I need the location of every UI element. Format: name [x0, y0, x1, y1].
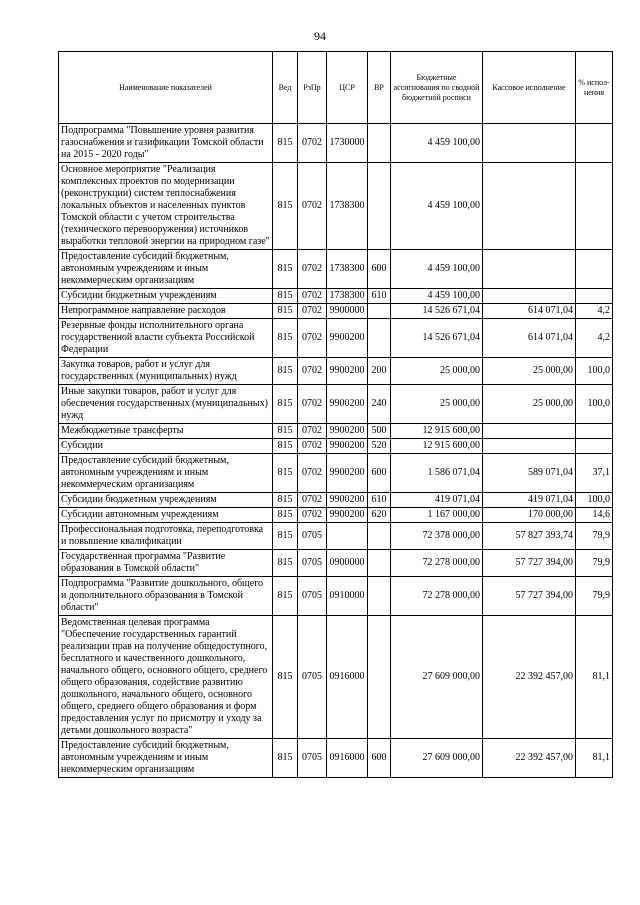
- cell-csr: 9900200: [327, 493, 368, 508]
- cell-rzpr: 0702: [298, 454, 327, 493]
- cell-ved: 815: [273, 250, 298, 289]
- cell-vr: 600: [368, 739, 391, 778]
- cell-csr: 9900200: [327, 358, 368, 385]
- cell-csr: 1738300: [327, 250, 368, 289]
- cell-vr: [368, 163, 391, 250]
- cell-name: Субсидии: [59, 439, 273, 454]
- cell-pct: 37,1: [576, 454, 613, 493]
- cell-budget: 4 459 100,00: [391, 124, 483, 163]
- cell-budget: 419 071,04: [391, 493, 483, 508]
- cell-rzpr: 0702: [298, 319, 327, 358]
- cell-name: Предоставление субсидий бюджетным, автономным учреждениям и иным некоммерческим организациям: [59, 250, 273, 289]
- cell-ved: 815: [273, 163, 298, 250]
- cell-rzpr: 0702: [298, 424, 327, 439]
- cell-name: Непрограммное направление расходов: [59, 304, 273, 319]
- cell-csr: 0916000: [327, 739, 368, 778]
- cell-pct: 81,1: [576, 739, 613, 778]
- cell-cash: 57 827 393,74: [483, 523, 576, 550]
- table-row: [59, 439, 613, 454]
- cell-csr: 9900000: [327, 304, 368, 319]
- header-vr: ВР: [368, 52, 391, 124]
- cell-ved: 815: [273, 550, 298, 577]
- cell-pct: 81,1: [576, 616, 613, 739]
- cell-vr: 240: [368, 385, 391, 424]
- cell-cash: 22 392 457,00: [483, 739, 576, 778]
- budget-table: [58, 51, 613, 778]
- cell-pct: [576, 424, 613, 439]
- cell-vr: [368, 319, 391, 358]
- cell-pct: 79,9: [576, 523, 613, 550]
- cell-vr: 610: [368, 493, 391, 508]
- cell-name: Подпрограмма "Развитие дошкольного, общего и дополнительного образования в Томской области": [59, 577, 273, 616]
- cell-pct: 100,0: [576, 358, 613, 385]
- cell-ved: 815: [273, 577, 298, 616]
- cell-csr: 1738300: [327, 289, 368, 304]
- cell-csr: 9900200: [327, 439, 368, 454]
- table-row: [59, 124, 613, 163]
- header-budget: Бюджетные ассигнования по сводной бюджетной росписи: [391, 52, 483, 124]
- table-row: [59, 493, 613, 508]
- cell-vr: 200: [368, 358, 391, 385]
- cell-name: Профессиональная подготовка, переподготовка и повышение квалификации: [59, 523, 273, 550]
- cell-budget: 25 000,00: [391, 385, 483, 424]
- table-row: [59, 523, 613, 550]
- cell-ved: 815: [273, 454, 298, 493]
- cell-cash: 614 071,04: [483, 304, 576, 319]
- cell-cash: 57 727 394,00: [483, 550, 576, 577]
- cell-cash: [483, 289, 576, 304]
- header-csr: ЦСР: [327, 52, 368, 124]
- cell-pct: 4,2: [576, 319, 613, 358]
- cell-vr: [368, 124, 391, 163]
- cell-name: Субсидии автономным учреждениям: [59, 508, 273, 523]
- cell-csr: 9900200: [327, 508, 368, 523]
- cell-budget: 12 915 600,00: [391, 439, 483, 454]
- cell-budget: 4 459 100,00: [391, 163, 483, 250]
- cell-budget: 27 609 000,00: [391, 616, 483, 739]
- cell-ved: 815: [273, 439, 298, 454]
- cell-name: Резервные фонды исполнительного органа государственной власти субъекта Российской Федерации: [59, 319, 273, 358]
- cell-rzpr: 0702: [298, 439, 327, 454]
- cell-vr: [368, 523, 391, 550]
- cell-rzpr: 0705: [298, 577, 327, 616]
- table-row: [59, 319, 613, 358]
- cell-vr: 600: [368, 454, 391, 493]
- cell-rzpr: 0702: [298, 304, 327, 319]
- table-header-row: [59, 52, 613, 124]
- header-cash: Кассовое исполнение: [483, 52, 576, 124]
- cell-csr: 1738300: [327, 163, 368, 250]
- cell-budget: 25 000,00: [391, 358, 483, 385]
- cell-ved: 815: [273, 739, 298, 778]
- cell-rzpr: 0702: [298, 124, 327, 163]
- cell-rzpr: 0702: [298, 163, 327, 250]
- table-row: [59, 454, 613, 493]
- cell-cash: 57 727 394,00: [483, 577, 576, 616]
- cell-name: Иные закупки товаров, работ и услуг для обеспечения государственных (муниципальных) нужд: [59, 385, 273, 424]
- table-row: [59, 358, 613, 385]
- cell-budget: 14 526 671,04: [391, 319, 483, 358]
- cell-cash: 22 392 457,00: [483, 616, 576, 739]
- cell-cash: 419 071,04: [483, 493, 576, 508]
- cell-vr: 610: [368, 289, 391, 304]
- cell-name: Подпрограмма "Повышение уровня развития газоснабжения и газификации Томской области на 2015 - 2020 годы": [59, 124, 273, 163]
- cell-csr: 0910000: [327, 577, 368, 616]
- table-row: [59, 550, 613, 577]
- cell-name: Основное мероприятие "Реализация комплексных проектов по модернизации (реконструкции) систем теплоснабжения локальных объектов и населенных пунктов Томской области с учетом строительства (технического перевооружения) источников выработки тепловой энергии на природном газе": [59, 163, 273, 250]
- cell-vr: [368, 304, 391, 319]
- cell-pct: [576, 124, 613, 163]
- cell-pct: 100,0: [576, 385, 613, 424]
- table-row: [59, 616, 613, 739]
- cell-pct: 79,9: [576, 550, 613, 577]
- cell-cash: 589 071,04: [483, 454, 576, 493]
- cell-name: Межбюджетные трансферты: [59, 424, 273, 439]
- cell-vr: 620: [368, 508, 391, 523]
- cell-cash: [483, 250, 576, 289]
- cell-csr: 9900200: [327, 385, 368, 424]
- cell-pct: [576, 163, 613, 250]
- cell-ved: 815: [273, 304, 298, 319]
- page-number: 94: [314, 29, 326, 43]
- cell-budget: 1 586 071,04: [391, 454, 483, 493]
- cell-name: Государственная программа "Развитие образования в Томской области": [59, 550, 273, 577]
- cell-rzpr: 0702: [298, 358, 327, 385]
- cell-ved: 815: [273, 289, 298, 304]
- cell-rzpr: 0705: [298, 550, 327, 577]
- cell-csr: [327, 523, 368, 550]
- cell-ved: 815: [273, 358, 298, 385]
- cell-name: Субсидии бюджетным учреждениям: [59, 289, 273, 304]
- cell-pct: 79,9: [576, 577, 613, 616]
- cell-cash: 25 000,00: [483, 385, 576, 424]
- cell-vr: 600: [368, 250, 391, 289]
- cell-ved: 815: [273, 523, 298, 550]
- cell-budget: 27 609 000,00: [391, 739, 483, 778]
- table-row: [59, 289, 613, 304]
- cell-name: Закупка товаров, работ и услуг для государственных (муниципальных) нужд: [59, 358, 273, 385]
- cell-budget: 72 278 000,00: [391, 577, 483, 616]
- header-pct: % испол- нения: [576, 52, 613, 124]
- cell-csr: 9900200: [327, 454, 368, 493]
- cell-ved: 815: [273, 508, 298, 523]
- header-rzpr: РзПр: [298, 52, 327, 124]
- cell-ved: 815: [273, 124, 298, 163]
- cell-pct: 100,0: [576, 493, 613, 508]
- table-row: [59, 385, 613, 424]
- cell-name: Предоставление субсидий бюджетным, автономным учреждениям и иным некоммерческим организациям: [59, 454, 273, 493]
- cell-vr: [368, 577, 391, 616]
- cell-cash: 614 071,04: [483, 319, 576, 358]
- cell-rzpr: 0702: [298, 289, 327, 304]
- cell-pct: 14,6: [576, 508, 613, 523]
- cell-rzpr: 0705: [298, 616, 327, 739]
- cell-cash: [483, 124, 576, 163]
- cell-vr: [368, 550, 391, 577]
- cell-rzpr: 0702: [298, 493, 327, 508]
- cell-vr: [368, 616, 391, 739]
- cell-pct: [576, 289, 613, 304]
- table-row: [59, 577, 613, 616]
- table-row: [59, 739, 613, 778]
- cell-rzpr: 0702: [298, 385, 327, 424]
- cell-name: Предоставление субсидий бюджетным, автономным учреждениям и иным некоммерческим организациям: [59, 739, 273, 778]
- cell-cash: [483, 424, 576, 439]
- table-row: [59, 163, 613, 250]
- cell-rzpr: 0702: [298, 250, 327, 289]
- cell-ved: 815: [273, 319, 298, 358]
- cell-cash: [483, 439, 576, 454]
- cell-cash: 170 000,00: [483, 508, 576, 523]
- cell-vr: 500: [368, 424, 391, 439]
- cell-pct: [576, 250, 613, 289]
- cell-budget: 1 167 000,00: [391, 508, 483, 523]
- cell-csr: 1730000: [327, 124, 368, 163]
- cell-name: Ведомственная целевая программа "Обеспечение государственных гарантий реализации прав на получение общедоступного, бесплатного и качественного дошкольного, начального общего, основного общего, среднего общего образования, содействие развитию дошкольного, начального общего, основного общего, среднего общего образования и форм предоставления услуг по присмотру и уходу за детьми дошкольного возраста": [59, 616, 273, 739]
- cell-budget: 4 459 100,00: [391, 250, 483, 289]
- table-row: [59, 424, 613, 439]
- cell-csr: 9900200: [327, 424, 368, 439]
- cell-csr: 0916000: [327, 616, 368, 739]
- cell-rzpr: 0705: [298, 523, 327, 550]
- header-ved: Вед: [273, 52, 298, 124]
- table-row: [59, 304, 613, 319]
- table-row: [59, 508, 613, 523]
- cell-rzpr: 0702: [298, 508, 327, 523]
- cell-pct: 4,2: [576, 304, 613, 319]
- cell-name: Субсидии бюджетным учреждениям: [59, 493, 273, 508]
- cell-cash: 25 000,00: [483, 358, 576, 385]
- cell-ved: 815: [273, 424, 298, 439]
- table-body: [59, 124, 613, 778]
- cell-budget: 12 915 600,00: [391, 424, 483, 439]
- cell-budget: 72 378 000,00: [391, 523, 483, 550]
- cell-ved: 815: [273, 493, 298, 508]
- cell-vr: 520: [368, 439, 391, 454]
- cell-budget: 14 526 671,04: [391, 304, 483, 319]
- cell-csr: 0900000: [327, 550, 368, 577]
- cell-ved: 815: [273, 385, 298, 424]
- cell-pct: [576, 439, 613, 454]
- cell-cash: [483, 163, 576, 250]
- cell-budget: 4 459 100,00: [391, 289, 483, 304]
- cell-ved: 815: [273, 616, 298, 739]
- header-name: Наименование показателей: [59, 52, 273, 124]
- cell-csr: 9900200: [327, 319, 368, 358]
- cell-budget: 72 278 000,00: [391, 550, 483, 577]
- cell-rzpr: 0705: [298, 739, 327, 778]
- table-row: [59, 250, 613, 289]
